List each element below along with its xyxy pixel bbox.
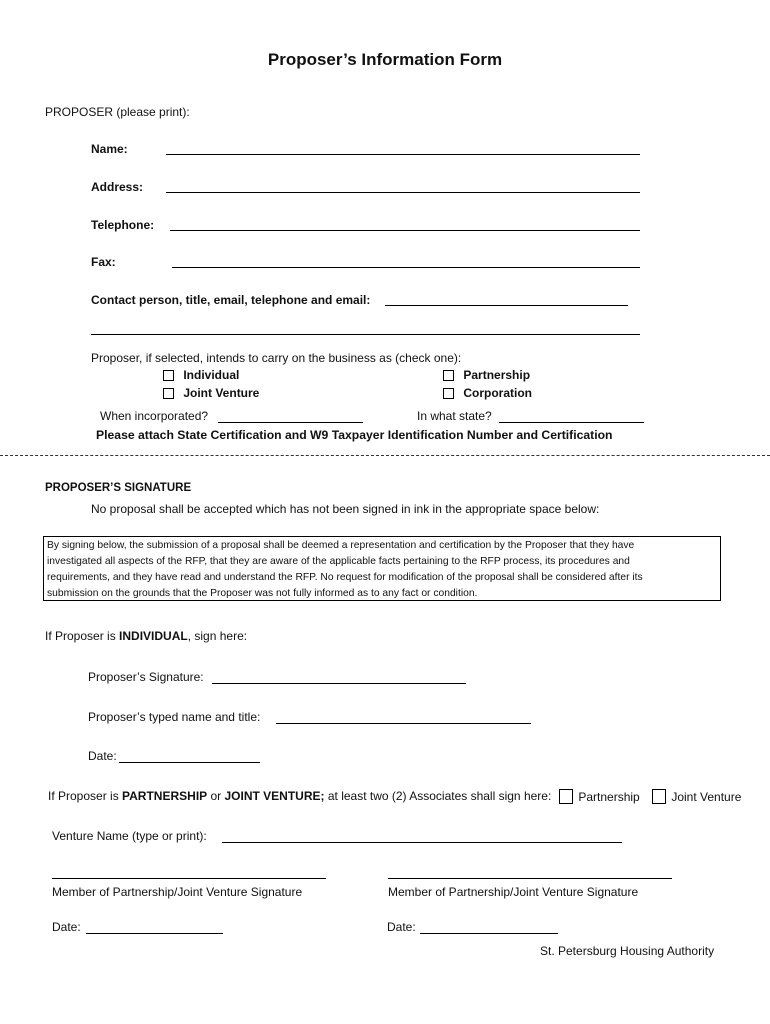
joint-venture-label: Joint Venture bbox=[183, 386, 260, 400]
proposer-signature-field[interactable] bbox=[212, 683, 466, 684]
partnership-instruction-prefix: If Proposer is bbox=[48, 789, 123, 803]
individual-instruction-prefix: If Proposer is bbox=[45, 629, 120, 643]
individual-date-label: Date: bbox=[88, 749, 117, 763]
member-signature-left-field[interactable] bbox=[52, 878, 326, 879]
name-field[interactable] bbox=[166, 154, 640, 155]
option-individual[interactable] bbox=[163, 368, 239, 382]
date-right-field[interactable] bbox=[420, 933, 558, 934]
proposer-signature-label: Proposer’s Signature: bbox=[88, 670, 204, 684]
individual-date-field[interactable] bbox=[119, 762, 260, 763]
partnership-instruction-middle: or bbox=[207, 789, 225, 803]
certification-line: By signing below, the submission of a proposal shall be deemed a representation and certification by the Proposer that they have bbox=[47, 540, 635, 551]
contact-field-line-2[interactable] bbox=[91, 334, 640, 335]
partnership-instruction bbox=[48, 789, 551, 803]
proposer-heading: PROPOSER (please print): bbox=[45, 105, 190, 119]
when-incorporated-field[interactable] bbox=[218, 422, 363, 423]
business-prompt: Proposer, if selected, intends to carry on the business as (check one): bbox=[91, 351, 462, 365]
venture-name-label: Venture Name (type or print): bbox=[52, 829, 207, 843]
corporation-label: Corporation bbox=[463, 386, 533, 400]
member-signature-right-label: Member of Partnership/Joint Venture Signature bbox=[388, 885, 639, 899]
individual-checkbox[interactable] bbox=[163, 370, 174, 381]
sign-partnership-checkbox[interactable] bbox=[559, 789, 573, 804]
what-state-field[interactable] bbox=[499, 422, 644, 423]
sign-joint-venture-checkbox[interactable] bbox=[652, 789, 666, 804]
footer-org: St. Petersburg Housing Authority bbox=[540, 944, 715, 958]
corporation-checkbox[interactable] bbox=[443, 388, 454, 399]
date-left-label: Date: bbox=[52, 920, 81, 934]
partnership-checkbox[interactable] bbox=[443, 370, 454, 381]
contact-label: Contact person, title, email, telephone and email: bbox=[91, 293, 371, 307]
telephone-field[interactable] bbox=[170, 230, 640, 231]
partnership-label: Partnership bbox=[463, 368, 531, 382]
joint-venture-emphasis: JOINT VENTURE; bbox=[224, 789, 325, 803]
individual-instruction-suffix: , sign here: bbox=[187, 629, 248, 643]
sign-joint-venture-label: Joint Venture bbox=[671, 790, 742, 804]
individual-instruction bbox=[45, 629, 247, 643]
venture-name-field[interactable] bbox=[222, 842, 622, 843]
date-right-label: Date: bbox=[387, 920, 416, 934]
individual-label: Individual bbox=[183, 368, 240, 382]
when-incorporated-label: When incorporated? bbox=[100, 409, 209, 423]
sign-partnership-label: Partnership bbox=[578, 790, 640, 804]
option-joint-venture[interactable] bbox=[163, 386, 259, 400]
certification-box bbox=[43, 536, 721, 601]
name-label: Name: bbox=[91, 142, 128, 156]
typed-name-label: Proposer’s typed name and title: bbox=[88, 710, 261, 724]
joint-venture-checkbox[interactable] bbox=[163, 388, 174, 399]
signature-note: No proposal shall be accepted which has not been signed in ink in the appropriate space below: bbox=[91, 502, 600, 516]
partnership-emphasis: PARTNERSHIP bbox=[122, 789, 208, 803]
sign-option-partnership[interactable] bbox=[559, 789, 640, 804]
option-corporation[interactable] bbox=[443, 386, 532, 400]
attach-note: Please attach State Certification and W9 Taxpayer Identification Number and Certification bbox=[96, 428, 613, 442]
individual-emphasis: INDIVIDUAL bbox=[119, 629, 188, 643]
certification-line: investigated all aspects of the RFP, that they are aware of the applicable facts pertaining to the RFP process, its procedures and bbox=[47, 556, 630, 567]
certification-line: requirements, and they have read and understand the RFP. No request for modification of the proposal shall be considered after its bbox=[47, 572, 643, 583]
partnership-instruction-suffix: at least two (2) Associates shall sign here: bbox=[324, 789, 552, 803]
option-partnership[interactable] bbox=[443, 368, 530, 382]
typed-name-field[interactable] bbox=[276, 723, 531, 724]
telephone-label: Telephone: bbox=[91, 218, 155, 232]
fax-label: Fax: bbox=[91, 255, 116, 269]
address-field[interactable] bbox=[166, 192, 640, 193]
address-label: Address: bbox=[91, 180, 144, 194]
signature-heading: PROPOSER’S SIGNATURE bbox=[45, 482, 192, 494]
certification-line: submission on the grounds that the Proposer was not fully informed as to any fact or condition. bbox=[47, 588, 478, 599]
member-signature-right-field[interactable] bbox=[388, 878, 672, 879]
member-signature-left-label: Member of Partnership/Joint Venture Signature bbox=[52, 885, 303, 899]
contact-field[interactable] bbox=[385, 305, 628, 306]
section-divider bbox=[0, 455, 770, 456]
fax-field[interactable] bbox=[172, 267, 640, 268]
date-left-field[interactable] bbox=[86, 933, 223, 934]
page-title: Proposer’s Information Form bbox=[267, 50, 503, 69]
what-state-label: In what state? bbox=[417, 409, 492, 423]
sign-option-joint-venture[interactable] bbox=[652, 789, 741, 804]
